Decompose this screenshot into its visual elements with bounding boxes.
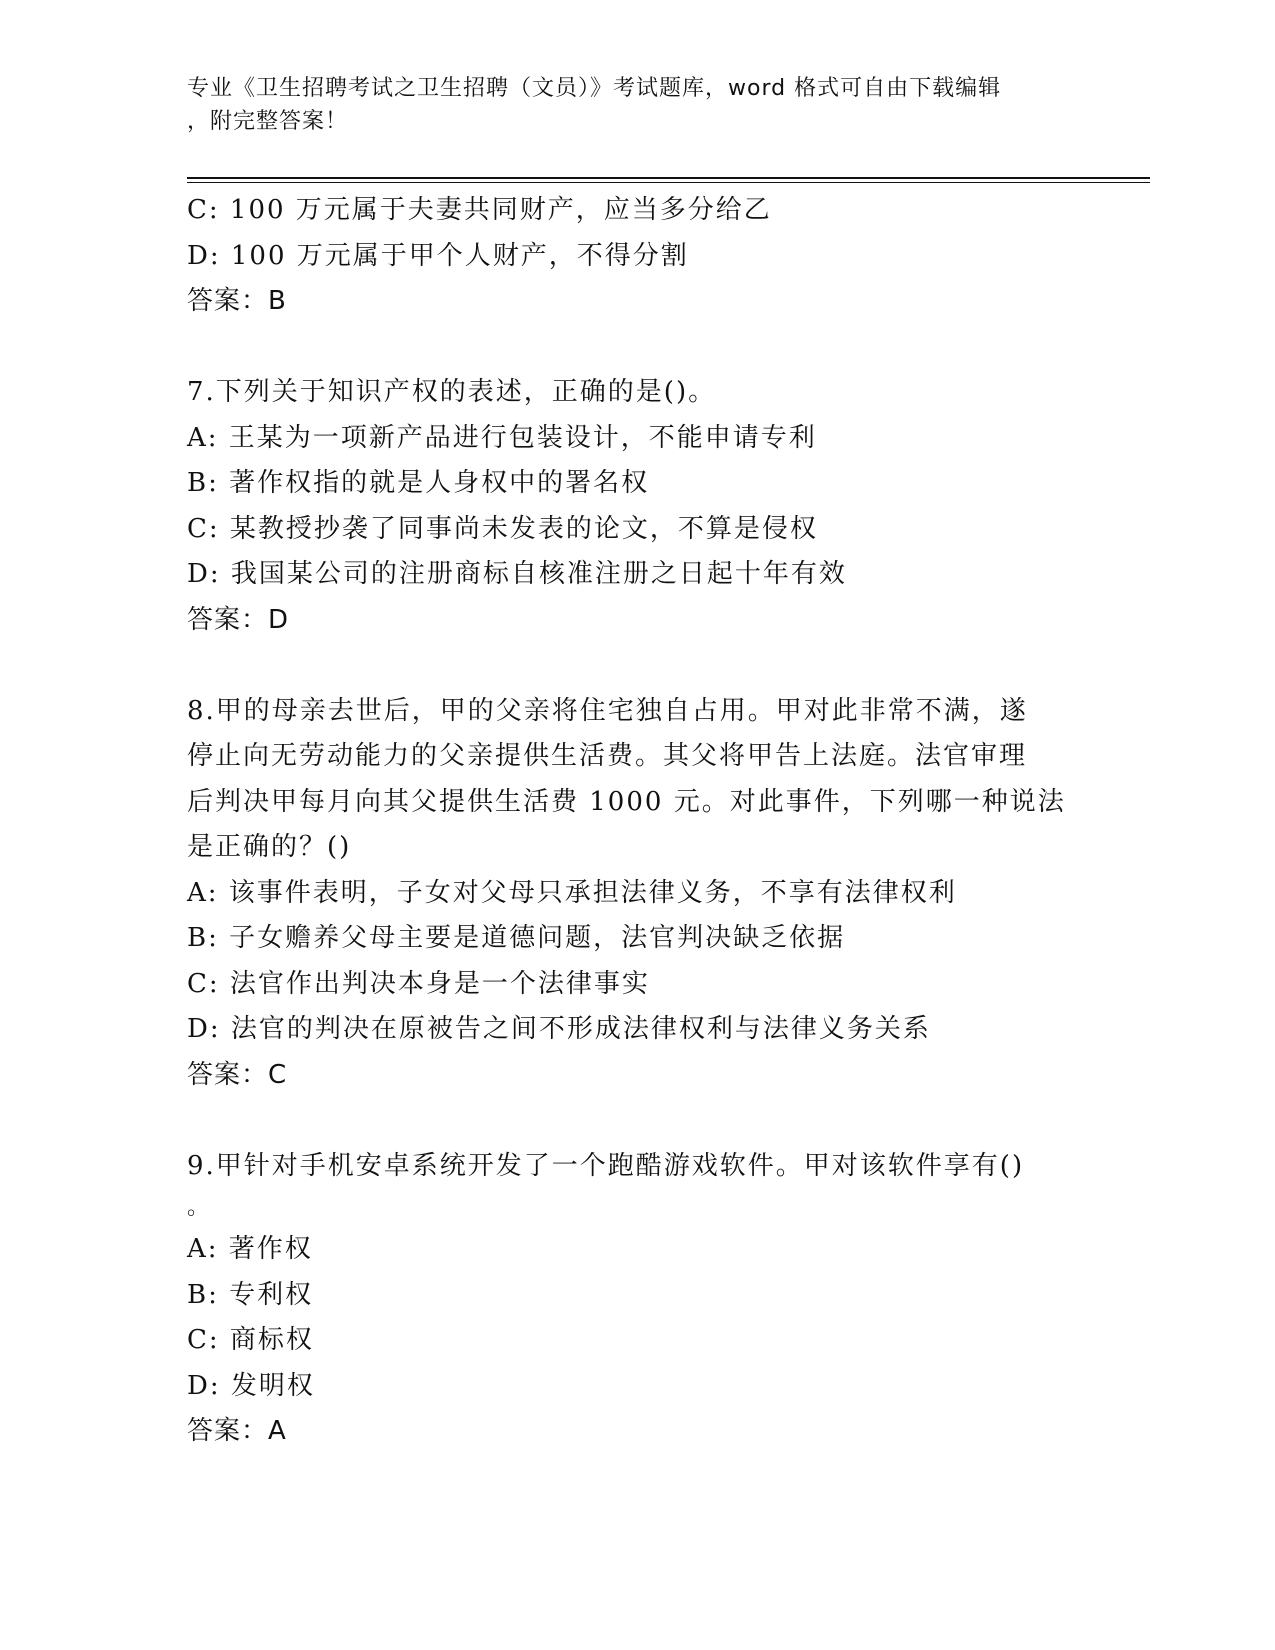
option-d: D: 100 万元属于甲个人财产，不得分割 [187,240,689,271]
question-stem-line-2: 停止向无劳动能力的父亲提供生活费。其父将甲告上法庭。法官审理 [187,741,1028,771]
option-b: B: 著作权指的就是人身权中的署名权 [187,468,650,498]
question-7 [187,370,1077,643]
question-stem-line-1: 9.甲针对手机安卓系统开发了一个跑酷游戏软件。甲对该软件享有() [187,1150,1025,1181]
document-header [187,72,1087,138]
spacer [187,1098,1077,1144]
option-a: A: 著作权 [187,1234,313,1264]
question-list [187,188,1077,1455]
option-d: D: 法官的判决在原被告之间不形成法律权利与法律义务关系 [187,1014,931,1044]
option-c: C: 100 万元属于夫妻共同财产，应当多分给乙 [187,195,772,225]
answer: 答案：D [187,604,290,635]
header-divider-thick [187,177,1150,179]
answer: 答案：B [187,286,287,316]
option-a: A: 王某为一项新产品进行包装设计，不能申请专利 [187,422,817,453]
prev-question [187,188,1077,325]
spacer [187,643,1077,689]
question-stem-line-3: 后判决甲每月向其父提供生活费 1000 元。对此事件，下列哪一种说法 [187,786,1066,817]
header-line-1: 专业《卫生招聘考试之卫生招聘（文员）》考试题库，word 格式可自由下载编辑 [187,76,1002,101]
option-d: D: 发明权 [187,1370,315,1401]
option-c: C: 商标权 [187,1325,314,1355]
header-line-2: ，附完整答案！ [187,109,349,134]
spacer [187,325,1077,371]
question-stem-line-2: 。 [187,1195,212,1220]
option-c: C: 法官作出判决本身是一个法律事实 [187,968,650,999]
question-stem: 7.下列关于知识产权的表述，正确的是()。 [187,377,717,407]
option-b: B: 专利权 [187,1279,314,1310]
answer: 答案：A [187,1416,287,1446]
option-a: A: 该事件表明，子女对父母只承担法律义务，不享有法律权利 [187,877,957,908]
option-c: C: 某教授抄袭了同事尚未发表的论文，不算是侵权 [187,513,818,544]
option-b: B: 子女赡养父母主要是道德问题，法官判决缺乏依据 [187,923,846,953]
answer: 答案：C [187,1059,288,1090]
option-d: D: 我国某公司的注册商标自核准注册之日起十年有效 [187,559,847,589]
header-divider-thin [187,182,1150,183]
question-stem-line-4: 是正确的？() [187,832,352,862]
question-8 [187,689,1077,1099]
question-stem-line-1: 8.甲的母亲去世后，甲的父亲将住宅独自占用。甲对此非常不满，遂 [187,695,1028,726]
question-9 [187,1144,1077,1455]
